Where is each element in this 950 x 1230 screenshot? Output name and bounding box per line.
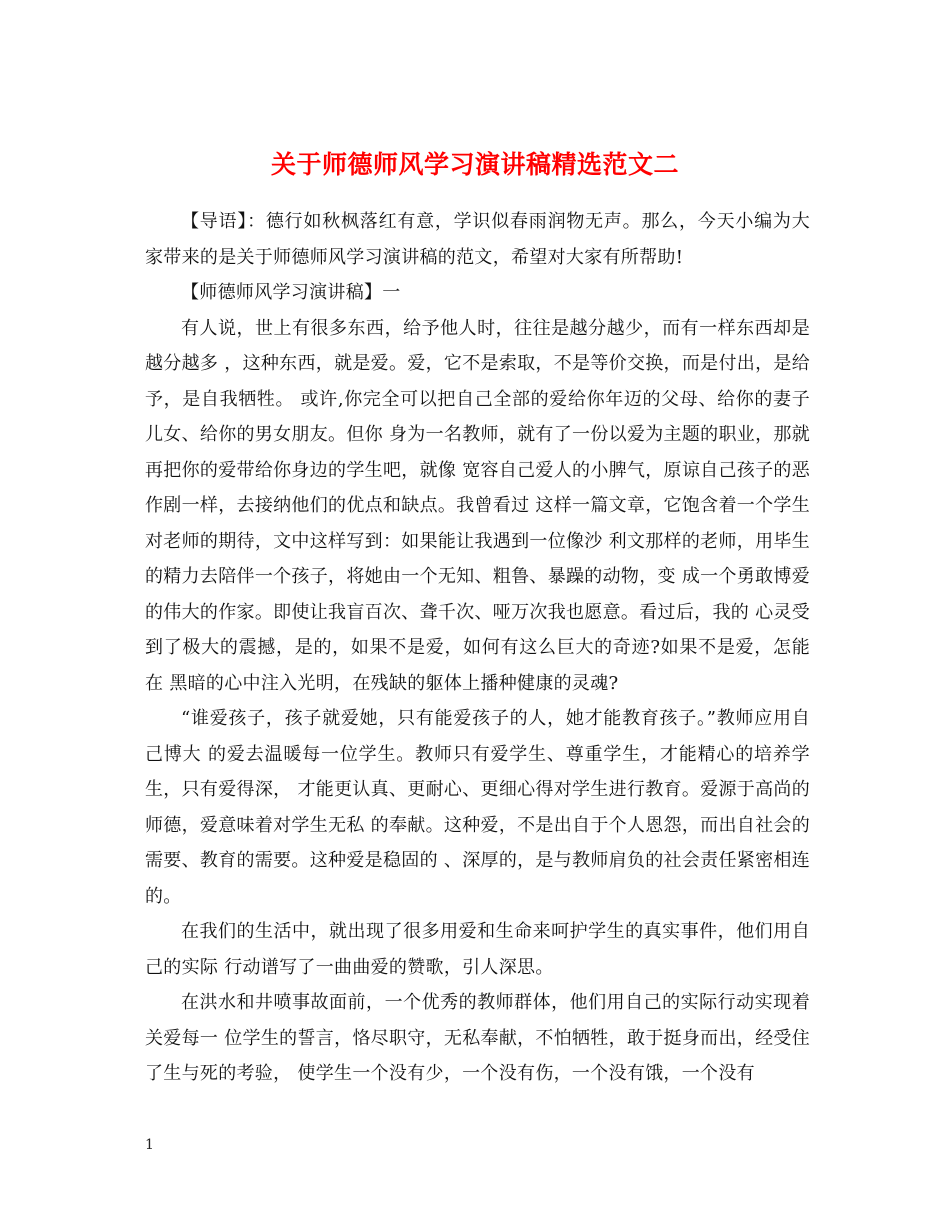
body-paragraph: 有人说，世上有很多东西，给予他人时，往往是越分越少，而有一样东西却是越分越多 ，这种东西，就是爱。爱，它不是索取，不是等价交换，而是付出，是给予，是自我牺牲。 或许,你完全可以把自己全部的爱给你年迈的父母、给你的妻子儿女、给你的男女朋友。但你 身为一名教师，就有了一份以爱为主题的职业，那就再把你的爱带给你身边的学生吧，就像 宽容自己爱人的小脾气，原谅自己孩子的恶作剧一样，去接纳他们的优点和缺点。我曾看过 这样一篇文章，它饱含着一个学生对老师的期待，文中这样写到：如果能让我遇到一位像沙 利文那样的老师，用毕生的精力去陪伴一个孩子，将她由一个无知、粗鲁、暴躁的动物，变 成一个勇敢博爱的伟大的作家。即使让我盲百次、聋千次、哑万次我也愿意。看过后，我的 心灵受到了极大的震撼，是的，如果不是爱，如何有这么巨大的奇迹?如果不是爱，怎能在 黑暗的心中注入光明，在残缺的躯体上播种健康的灵魂? — [145, 317, 810, 694]
intro-paragraph: 【导语】：德行如秋枫落红有意，学识似春雨润物无声。那么，今天小编为大家带来的是关于师德师风学习演讲稿的范文，希望对大家有所帮助! — [145, 211, 810, 268]
section-heading: 【师德师风学习演讲稿】一 — [181, 282, 401, 303]
body-paragraph: 在我们的生活中，就出现了很多用爱和生命来呵护学生的真实事件，他们用自己的实际 行动谱写了一曲曲爱的赞歌，引人深思。 — [145, 921, 810, 978]
body-paragraph: 在洪水和井喷事故面前，一个优秀的教师群体，他们用自己的实际行动实现着关爱每一 位学生的誓言，恪尽职守，无私奉献，不怕牺牲，敢于挺身而出，经受住了生与死的考验， 使学生一个没有少，一个没有伤，一个没有饿，一个没有 — [145, 992, 810, 1084]
document-body — [145, 204, 810, 1092]
body-paragraph: “谁爱孩子，孩子就爱她，只有能爱孩子的人，她才能教育孩子。”教师应用自己博大 的爱去温暖每一位学生。教师只有爱学生、尊重学生，才能精心的培养学生，只有爱得深， 才能更认真、更耐心、更细心得对学生进行教育。爱源于高尚的师德，爱意味着对学生无私 的奉献。这种爱，不是出自于个人恩怨，而出自社会的需要、教育的需要。这种爱是稳固的 、深厚的，是与教师肩负的社会责任紧密相连的。 — [145, 708, 810, 907]
page-title: 关于师德师风学习演讲稿精选范文二 — [270, 149, 679, 179]
page-number: 1 — [145, 1137, 154, 1153]
